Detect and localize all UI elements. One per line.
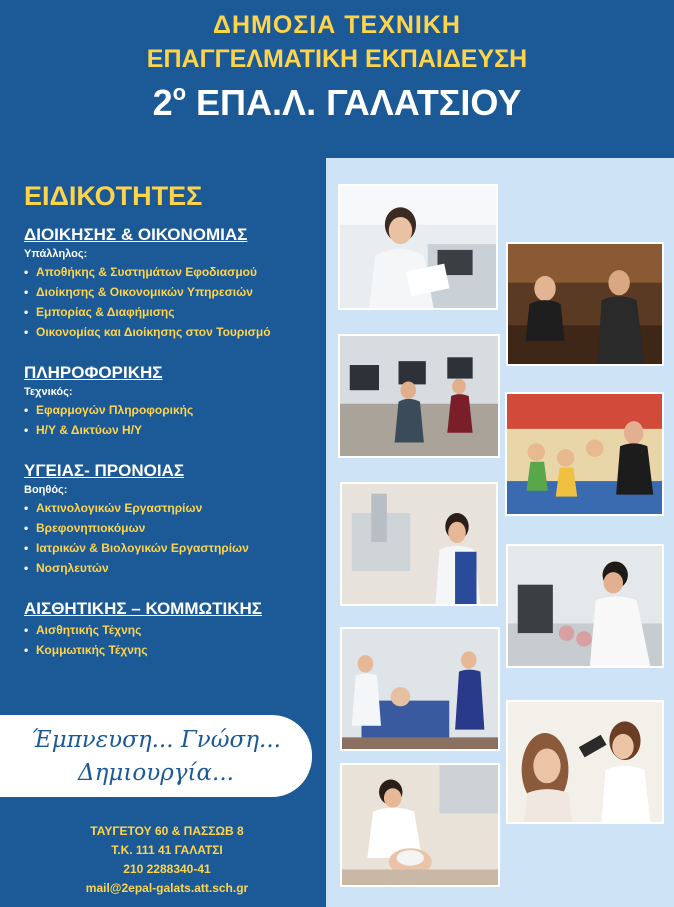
photo-hotel-reception: [506, 242, 664, 366]
list-item-label: Αποθήκης & Συστημάτων Εφοδιασμού: [36, 265, 257, 279]
section-subtitle: Τεχνικός:: [24, 386, 73, 398]
motto-line-1: Έμπνευση... Γνώση...: [31, 727, 281, 753]
list-item-label: Ακτινολογικών Εργαστηρίων: [36, 501, 203, 515]
photo-biology-lab: [506, 544, 664, 668]
bullet-icon: •: [24, 265, 29, 279]
school-number: 2: [152, 82, 173, 123]
contact-info: [40, 822, 294, 898]
contact-address: ΤΑΥΓΕΤΟΥ 60 & ΠΑΣΣΩΒ 8: [90, 824, 244, 838]
list-item: [24, 302, 324, 322]
bullet-icon: •: [24, 623, 29, 637]
header-line-2: ΕΠΑΓΓΕΛΜΑΤΙΚΗ ΕΚΠΑΙΔΕΥΣΗ: [146, 45, 528, 73]
bullet-icon: •: [24, 305, 29, 319]
list-item-label: Εμπορίας & Διαφήμισης: [36, 305, 175, 319]
school-title: ΕΠΑ.Λ. ΓΑΛΑΤΣΙΟΥ: [186, 82, 522, 123]
photo-hairdressing: [506, 700, 664, 824]
specialty-section: [24, 598, 324, 660]
section-title: ΠΛΗΡΟΦΟΡΙΚΗΣ: [24, 363, 163, 382]
photo-nursing: [340, 627, 500, 751]
list-item-label: Ιατρικών & Βιολογικών Εργαστηρίων: [36, 541, 249, 555]
list-item: [24, 620, 324, 640]
specialty-section: [24, 224, 324, 342]
list-item-label: Η/Υ & Δικτύων Η/Υ: [36, 423, 143, 437]
contact-postal: Τ.Κ. 111 41 ΓΑΛΑΤΣΙ: [111, 843, 223, 857]
list-item-label: Διοίκησης & Οικονομικών Υπηρεσιών: [36, 285, 253, 299]
photo-office-worker: [338, 184, 498, 310]
list-item: [24, 640, 324, 660]
list-item: [24, 538, 324, 558]
photo-radiology-lab: [340, 482, 498, 606]
section-title: ΔΙΟΙΚΗΣΗΣ & ΟΙΚΟΝΟΜΙΑΣ: [24, 225, 248, 244]
section-list: [24, 498, 324, 578]
contact-phone: 210 2288340-41: [123, 862, 211, 876]
list-item-label: Αισθητικής Τέχνης: [36, 623, 142, 637]
list-item: [24, 558, 324, 578]
list-item: [24, 262, 324, 282]
list-item-label: Οικονομίας και Διοίκησης στον Τουρισμό: [36, 325, 271, 339]
bullet-icon: •: [24, 325, 29, 339]
list-item: [24, 322, 324, 342]
specialties-title: ΕΙΔΙΚΟΤΗΤΕΣ: [24, 181, 203, 211]
list-item-label: Κομμωτικής Τέχνης: [36, 643, 148, 657]
list-item: [24, 518, 324, 538]
school-name: [0, 78, 674, 128]
bullet-icon: •: [24, 501, 29, 515]
specialty-section: [24, 460, 324, 578]
list-item-label: Νοσηλευτών: [36, 561, 109, 575]
section-list: [24, 620, 324, 660]
school-ordinal: ο: [172, 80, 187, 105]
bullet-icon: •: [24, 643, 29, 657]
list-item-label: Βρεφονηπιοκόμων: [36, 521, 146, 535]
list-item: [24, 400, 324, 420]
list-item-label: Εφαρμογών Πληροφορικής: [36, 403, 194, 417]
specialties: [24, 180, 324, 680]
bullet-icon: •: [24, 561, 29, 575]
motto: [0, 724, 312, 790]
section-title: ΥΓΕΙΑΣ- ΠΡΟΝΟΙΑΣ: [24, 461, 185, 480]
motto-line-2: Δημιουργία...: [78, 760, 234, 786]
photo-computer-lab: [338, 334, 500, 458]
section-list: [24, 262, 324, 342]
section-subtitle: Υπάλληλος:: [24, 248, 88, 260]
bullet-icon: •: [24, 403, 29, 417]
section-title: ΑΙΣΘΗΤΙΚΗΣ – ΚΟΜΜΩΤΙΚΗΣ: [24, 599, 262, 618]
photo-kindergarten: [505, 392, 664, 516]
list-item: [24, 420, 324, 440]
contact-email[interactable]: mail@2epal-galats.att.sch.gr: [85, 881, 249, 895]
bullet-icon: •: [24, 285, 29, 299]
bullet-icon: •: [24, 541, 29, 555]
list-item: [24, 498, 324, 518]
list-item: [24, 282, 324, 302]
specialty-section: [24, 362, 324, 440]
specialty-sections: [24, 224, 324, 660]
bullet-icon: •: [24, 521, 29, 535]
bullet-icon: •: [24, 423, 29, 437]
header: [0, 8, 674, 128]
section-list: [24, 400, 324, 440]
photo-beauty-treatment: [340, 763, 500, 887]
section-subtitle: Βοηθός:: [24, 484, 68, 496]
header-line-1: ΔΗΜΟΣΙΑ ΤΕΧΝΙΚΗ: [213, 11, 461, 39]
